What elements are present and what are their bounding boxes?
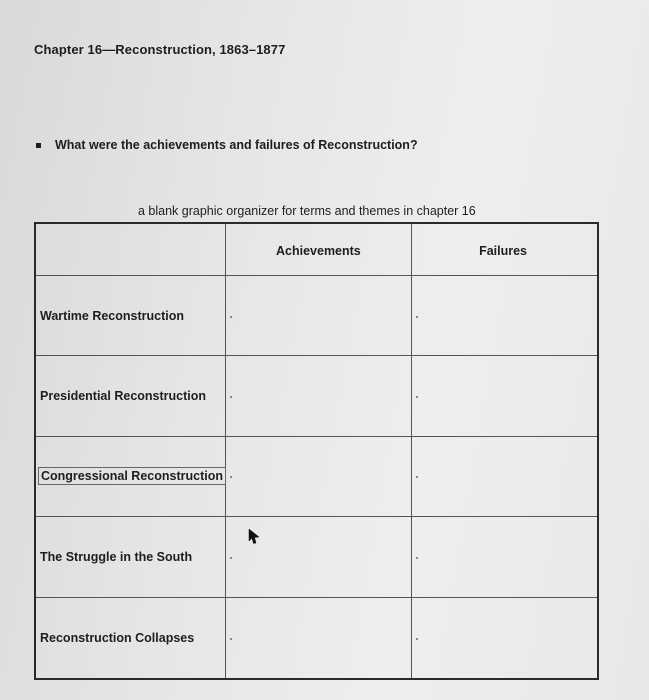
row-label-cell [36, 598, 226, 678]
failures-cell[interactable] [412, 356, 597, 436]
graphic-organizer-table [34, 222, 599, 680]
failures-cell[interactable] [412, 276, 597, 356]
cell-marker [416, 396, 418, 398]
row-label-cell [36, 356, 226, 436]
achievements-header: Achievements [276, 244, 361, 258]
question-text: What were the achievements and failures of Reconstruction? [55, 138, 418, 152]
header-corner-cell [36, 224, 226, 276]
header-failures-cell [412, 224, 597, 276]
failures-header: Failures [479, 244, 527, 258]
row-label-cell [36, 276, 226, 356]
row-label: The Struggle in the South [40, 549, 193, 564]
failures-cell[interactable] [412, 598, 597, 678]
achievements-cell[interactable] [226, 276, 412, 356]
achievements-cell[interactable] [226, 598, 412, 678]
achievements-cell[interactable] [226, 356, 412, 436]
cell-marker [230, 396, 232, 398]
achievements-cell[interactable] [226, 437, 412, 517]
cell-marker [230, 557, 232, 559]
row-label-cell [36, 517, 226, 597]
failures-cell[interactable] [412, 437, 597, 517]
cell-marker [416, 316, 418, 318]
cell-marker [416, 557, 418, 559]
square-bullet-icon [36, 143, 41, 148]
mouse-pointer-icon [247, 528, 261, 544]
cell-marker [230, 316, 232, 318]
row-label: Congressional Reconstruction [38, 467, 226, 485]
cell-marker [416, 638, 418, 640]
header-achievements-cell [226, 224, 412, 276]
cell-marker [230, 638, 232, 640]
failures-cell[interactable] [412, 517, 597, 597]
row-label-cell [36, 437, 226, 517]
cell-marker [416, 476, 418, 478]
row-label: Wartime Reconstruction [40, 308, 185, 323]
question-item [36, 138, 418, 152]
row-label: Presidential Reconstruction [40, 389, 207, 404]
row-label: Reconstruction Collapses [40, 630, 195, 645]
page-title: Chapter 16—Reconstruction, 1863–1877 [34, 42, 286, 57]
cell-marker [230, 476, 232, 478]
organizer-caption: a blank graphic organizer for terms and themes in chapter 16 [138, 204, 476, 218]
